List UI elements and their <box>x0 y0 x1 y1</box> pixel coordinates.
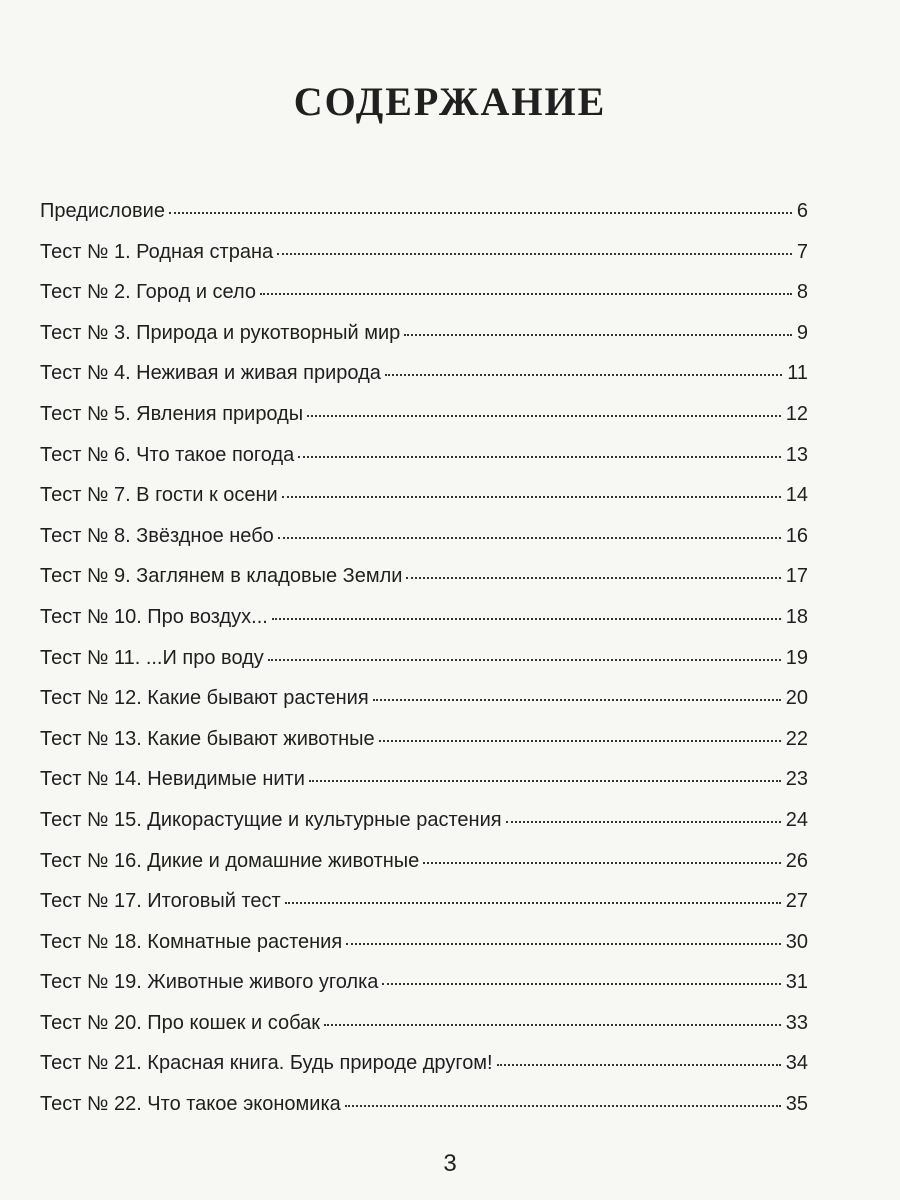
toc-entry-title: Тест № 19. Животные живого уголка <box>40 971 379 994</box>
toc-entry-page: 20 <box>785 687 808 710</box>
toc-entry-page: 7 <box>796 240 808 263</box>
toc-entry-page: 11 <box>787 362 808 385</box>
toc-entry-page: 30 <box>785 930 808 953</box>
toc-entry-title: Тест № 5. Явления природы <box>40 402 304 425</box>
toc-entry-title: Тест № 20. Про кошек и собак <box>40 1011 320 1034</box>
dot-leader <box>272 618 781 620</box>
dot-leader <box>497 1064 781 1066</box>
toc-entry-page: 27 <box>785 890 808 913</box>
toc-entry-page: 19 <box>785 646 808 669</box>
toc-entry-page: 18 <box>785 605 808 628</box>
toc-entry <box>40 931 808 972</box>
dot-leader <box>260 293 792 295</box>
toc-entry-page: 6 <box>796 200 808 222</box>
toc-entry-page: 14 <box>785 484 808 507</box>
toc-entry <box>40 1052 808 1093</box>
toc-entry-title: Тест № 4. Неживая и живая природа <box>40 362 381 385</box>
toc-entry-page: 22 <box>785 727 808 750</box>
toc-entry-title: Предисловие <box>40 200 165 222</box>
dot-leader <box>309 780 781 782</box>
toc-entry-title: Тест № 15. Дикорастущие и культурные растения <box>40 808 502 831</box>
toc-entry <box>40 200 808 241</box>
dot-leader <box>278 537 781 539</box>
toc-entry-title: Тест № 3. Природа и рукотворный мир <box>40 321 401 344</box>
toc-entry-page: 35 <box>785 1093 808 1116</box>
toc-entry <box>40 850 808 891</box>
toc-entry-title: Тест № 17. Итоговый тест <box>40 890 281 913</box>
toc-entry <box>40 241 808 282</box>
toc-entry-page: 8 <box>796 281 808 304</box>
dot-leader <box>346 943 781 945</box>
toc-entry-title: Тест № 1. Родная страна <box>40 240 274 263</box>
toc-entry-title: Тест № 6. Что такое погода <box>40 443 295 466</box>
toc-entry <box>40 362 808 403</box>
toc-entry <box>40 281 808 322</box>
toc-entry <box>40 484 808 525</box>
toc-entry <box>40 971 808 1012</box>
toc-entry <box>40 687 808 728</box>
toc-entry-title: Тест № 10. Про воздух... <box>40 605 268 628</box>
dot-leader <box>345 1105 781 1107</box>
toc-entry-title: Тест № 7. В гости к осени <box>40 484 278 507</box>
toc-entry-title: Тест № 18. Комнатные растения <box>40 930 343 953</box>
dot-leader <box>379 740 781 742</box>
page-number: 3 <box>443 1150 457 1177</box>
toc-entry <box>40 728 808 769</box>
toc-entry-page: 13 <box>785 443 808 466</box>
dot-leader <box>298 456 781 458</box>
toc-entry-title: Тест № 21. Красная книга. Будь природе другом! <box>40 1052 493 1075</box>
dot-leader <box>423 862 780 864</box>
toc-entry <box>40 444 808 485</box>
dot-leader <box>406 577 780 579</box>
toc-entry-title: Тест № 2. Город и село <box>40 281 257 304</box>
toc-entry-title: Тест № 11. ...И про воду <box>40 646 264 669</box>
toc-entry-page: 26 <box>785 849 808 872</box>
toc-entry <box>40 647 808 688</box>
toc-entry-page: 12 <box>785 402 808 425</box>
toc-entry <box>40 565 808 606</box>
toc-entry-page: 9 <box>796 321 808 344</box>
toc-entry <box>40 1093 808 1134</box>
dot-leader <box>282 496 781 498</box>
toc-entry-page: 24 <box>785 808 808 831</box>
dot-leader <box>404 334 792 336</box>
toc-entry-title: Тест № 8. Звёздное небо <box>40 524 274 547</box>
page-title: СОДЕРЖАНИЕ <box>293 79 607 124</box>
toc-entry <box>40 768 808 809</box>
toc-entry <box>40 403 808 444</box>
toc-entry-title: Тест № 16. Дикие и домашние животные <box>40 849 420 872</box>
toc-entry <box>40 1012 808 1053</box>
table-of-contents <box>40 200 808 1134</box>
dot-leader <box>506 821 781 823</box>
toc-entry <box>40 525 808 566</box>
toc-entry-title: Тест № 14. Невидимые нити <box>40 768 305 791</box>
toc-entry-title: Тест № 13. Какие бывают животные <box>40 727 375 750</box>
dot-leader <box>373 699 781 701</box>
toc-entry-title: Тест № 12. Какие бывают растения <box>40 687 369 710</box>
dot-leader <box>385 374 782 376</box>
toc-entry-page: 34 <box>785 1052 808 1075</box>
toc-entry-page: 31 <box>785 971 808 994</box>
dot-leader <box>382 983 780 985</box>
toc-entry-page: 23 <box>785 768 808 791</box>
dot-leader <box>169 212 792 214</box>
toc-entry-page: 33 <box>785 1011 808 1034</box>
toc-entry-page: 17 <box>785 565 808 588</box>
toc-entry <box>40 809 808 850</box>
toc-entry-page: 16 <box>785 524 808 547</box>
toc-entry-title: Тест № 9. Заглянем в кладовые Земли <box>40 565 403 588</box>
toc-entry <box>40 890 808 931</box>
toc-entry <box>40 322 808 363</box>
toc-entry-title: Тест № 22. Что такое экономика <box>40 1093 341 1116</box>
dot-leader <box>268 659 781 661</box>
toc-entry <box>40 606 808 647</box>
dot-leader <box>307 415 781 417</box>
dot-leader <box>285 902 781 904</box>
dot-leader <box>324 1024 781 1026</box>
dot-leader <box>277 253 792 255</box>
